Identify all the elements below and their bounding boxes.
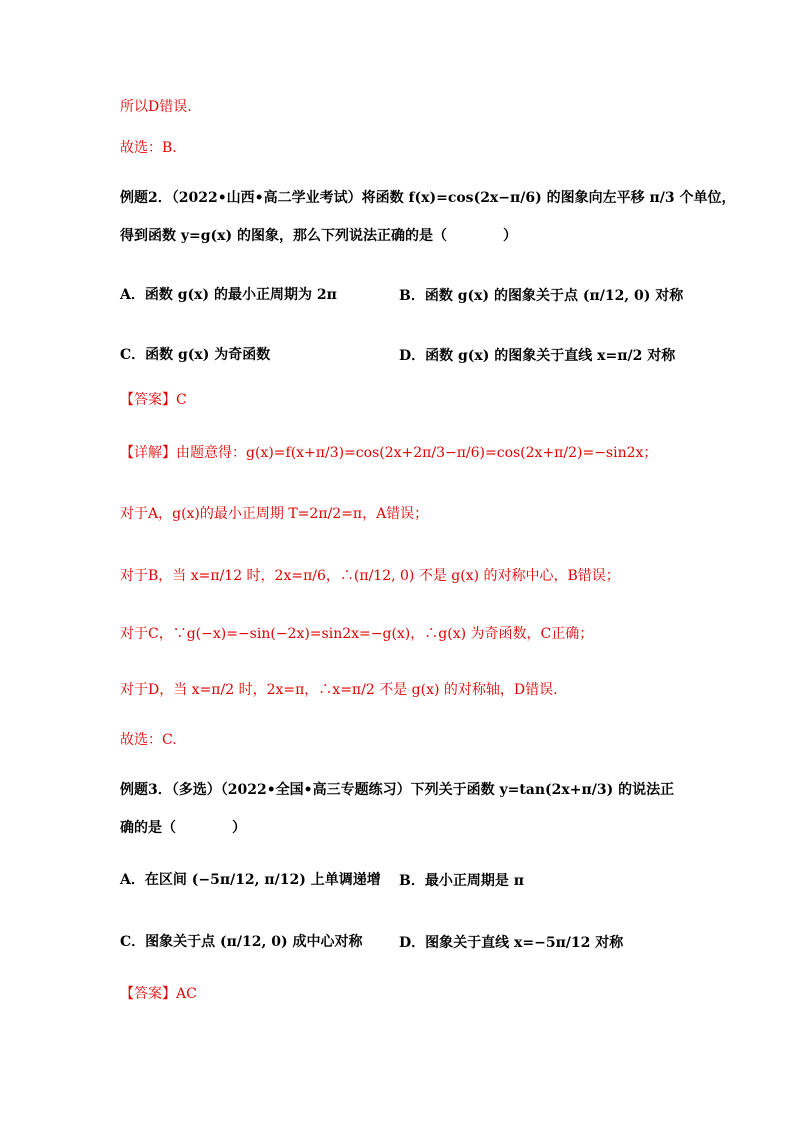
prev-choice-line: 故选：B. xyxy=(120,140,177,156)
example-2-analysis-b: 对于B，当 x=π/12 时，2x=π/6，∴(π/12, 0) 不是 g(x) 的对称中心，B错误； xyxy=(120,568,620,584)
example-2-analysis-d: 对于D，当 x=π/2 时，2x=π，∴x=π/2 不是 g(x) 的对称轴，D错误. xyxy=(120,682,558,698)
example-3-answer: 【答案】AC xyxy=(120,986,197,1002)
example-2-question-line-2: 得到函数 y=g(x) 的图象，那么下列说法正确的是（ ） xyxy=(120,228,517,244)
example-2-option-b: B．函数 g(x) 的图象关于点 (π/12, 0) 对称 xyxy=(399,288,684,304)
example-2-analysis-c: 对于C，∵g(−x)=−sin(−2x)=sin2x=−g(x)，∴g(x) 为奇函数，C正确； xyxy=(120,626,594,642)
example-2-answer: 【答案】C xyxy=(120,392,187,408)
example-2-detail: 【详解】由题意得：g(x)=f(x+π/3)=cos(2x+2π/3−π/6)=cos(2x+π/2)=−sin2x； xyxy=(120,445,658,461)
example-2-conclusion: 故选：C. xyxy=(120,732,177,748)
example-3-option-b: B．最小正周期是 π xyxy=(399,873,524,889)
example-3-question-line-2: 确的是（ ） xyxy=(120,820,246,836)
example-2-question-line-1: 例题2．（2022•山西•高二学业考试）将函数 f(x)=cos(2x−π/6) 的图象向左平移 π/3 个单位， xyxy=(120,190,736,206)
example-2-option-a: A．函数 g(x) 的最小正周期为 2π xyxy=(120,287,337,303)
example-3-option-a: A．在区间 (−5π/12, π/12) 上单调递增 xyxy=(120,872,381,888)
prev-conclusion-line: 所以D错误. xyxy=(120,99,192,115)
example-2-analysis-a: 对于A，g(x)的最小正周期 T=2π/2=π，A错误； xyxy=(120,506,429,522)
example-3-option-c: C．图象关于点 (π/12, 0) 成中心对称 xyxy=(120,934,363,950)
example-2-option-c: C．函数 g(x) 为奇函数 xyxy=(120,347,271,363)
example-3-option-d: D．图象关于直线 x=−5π/12 对称 xyxy=(399,935,624,951)
example-2-option-d: D．函数 g(x) 的图象关于直线 x=π/2 对称 xyxy=(399,348,676,364)
example-3-question-line-1: 例题3．（多选）（2022•全国•高三专题练习）下列关于函数 y=tan(2x+π/3) 的说法正 xyxy=(120,782,675,798)
